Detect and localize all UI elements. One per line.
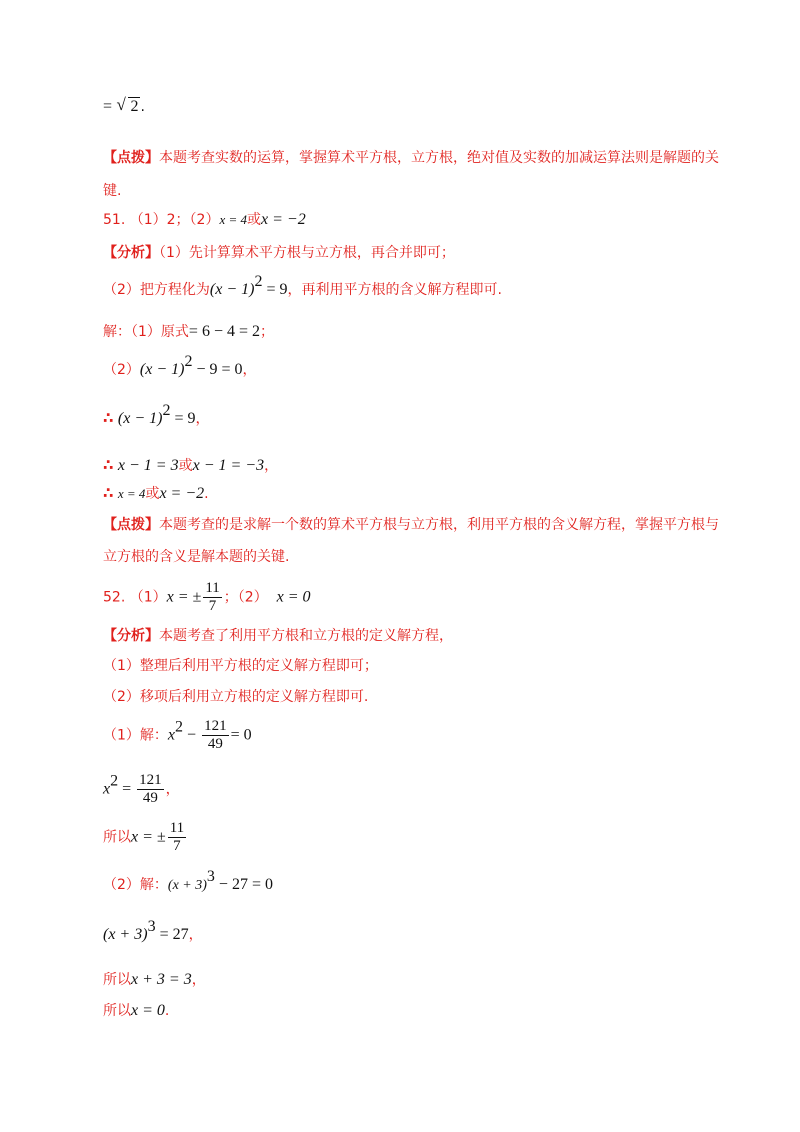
question-51-solution-4: ∴ x − 1 = 3或x − 1 = −3， [103,456,279,474]
question-52-answer: 52. （1）x = ± $\frac{11}{7}$ ；（2） x = 0 [103,580,311,614]
question-52-solution-7: 所以x = 0. [103,1002,170,1019]
question-51-tip-line2: 立方根的含义是解本题的关键. [103,549,290,565]
sqrt-expression: √ 2 [116,95,139,115]
question-51-answer: 51. （1）2；（2）x = 4或x = −2 [103,211,306,228]
question-52-solution-4: （2）解：$(x + 3)^3 - 27 = 0$ [103,868,273,893]
question-52-solution-6: 所以x + 3 = 3， [103,971,206,988]
result-line: = √ 2 . [103,95,145,115]
fraction: $\frac{11}{7}$ [169,820,185,854]
question-52-solution-1: （1）解：$x^2$ − $\frac{121}{49}$ = 0 [103,718,252,752]
question-51-analysis-2: （2）把方程化为$(x - 1)^2 = 9$，再利用平方根的含义解方程即可. [103,273,502,298]
therefore-icon: ∴ [103,456,114,474]
therefore-icon: ∴ [103,409,114,427]
question-52-solution-5: $(x + 3)^3 = 27$， [103,918,203,943]
therefore-icon: ∴ [103,484,114,502]
tip-paragraph-line2: 键. [103,183,122,199]
question-51-analysis: 【分析】（1）先计算算术平方根与立方根，再合并即可； [103,245,455,261]
fraction: $\frac{121}{49}$ [139,772,162,806]
question-52-solution-3: 所以x = ± $\frac{11}{7}$ [103,820,185,854]
tip-paragraph-line1: 【点拨】本题考查实数的运算，掌握算术平方根，立方根，绝对值及实数的加减运算法则是解题的关 [103,150,719,166]
question-52-solution-2: $x^2$ = $\frac{121}{49}$ ， [103,772,180,806]
question-51-solution-1: 解：（1）原式= 6 − 4 = 2； [103,323,274,340]
radical-sign-icon: √ [116,95,126,114]
question-52-analysis: 【分析】本题考查了利用平方根和立方根的定义解方程， [103,628,453,644]
question-52-analysis-1: （1）整理后利用平方根的定义解方程即可； [103,658,378,674]
question-51-solution-2: $(2)(x - 1)^2 - 9 = 0$， [103,353,257,378]
question-51-tip-line1: 【点拨】本题考查的是求解一个数的算术平方根与立方根，利用平方根的含义解方程，掌握平方根与 [103,517,719,533]
question-51-solution-5: ∴ x = 4或x = −2. [103,484,209,502]
question-51-solution-3: ∴ $(x - 1)^2 = 9$， [103,402,210,427]
question-52-analysis-2: （2）移项后利用立方根的定义解方程即可. [103,689,369,705]
fraction: $\frac{121}{49}$ [204,718,227,752]
fraction: $\frac{11}{7}$ [205,580,220,614]
